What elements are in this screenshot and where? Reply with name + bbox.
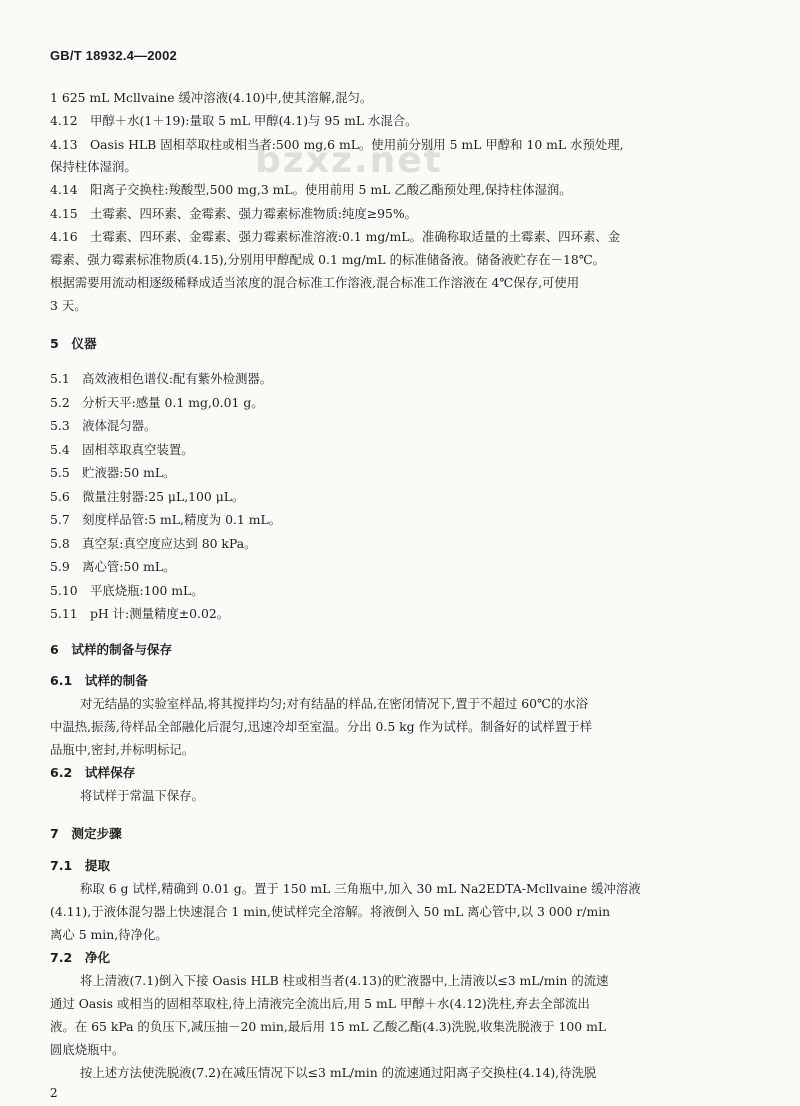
text-line: 5.2 分析天平:感量 0.1 mg,0.01 g。 (50, 395, 264, 410)
text-line: 圆底烧瓶中。 (50, 1042, 125, 1057)
watermark: bzxz.net (255, 140, 443, 181)
text-line: 将试样于常温下保存。 (80, 788, 204, 803)
standard-code-header: GB/T 18932.4—2002 (50, 48, 177, 63)
text-line: 5.7 刻度样品管:5 mL,精度为 0.1 mL。 (50, 512, 282, 527)
text-line: 5.9 离心管:50 mL。 (50, 559, 176, 574)
text-line: 1 625 mL Mcllvaine 缓冲溶液(4.10)中,使其溶解,混匀。 (50, 90, 373, 105)
text-line: 4.14 阳离子交换柱:羧酸型,500 mg,3 mL。使用前用 5 mL 乙酸乙酯预处理,保持柱体湿润。 (50, 182, 572, 197)
text-line: 将上清液(7.1)倒入下接 Oasis HLB 柱或相当者(4.13)的贮液器中,上清液以≤3 mL/min 的流速 (80, 973, 609, 988)
text-line: 5.3 液体混匀器。 (50, 418, 157, 433)
subsection-heading: 7.1 提取 (50, 858, 111, 873)
text-line: 通过 Oasis 或相当的固相萃取柱,待上清液完全流出后,用 5 mL 甲醇＋水(4.12)洗柱,弃去全部流出 (50, 996, 590, 1011)
text-line: 离心 5 min,待净化。 (50, 927, 168, 942)
text-line: 5.1 高效液相色谱仪:配有紫外检测器。 (50, 371, 273, 386)
text-line: 中温热,振荡,待样品全部融化后混匀,迅速冷却至室温。分出 0.5 kg 作为试样。制备好的试样置于样 (50, 719, 593, 734)
text-line: 5.8 真空泵:真空度应达到 80 kPa。 (50, 536, 257, 551)
text-line: 品瓶中,密封,并标明标记。 (50, 742, 195, 757)
text-line: 对无结晶的实验室样品,将其搅拌均匀;对有结晶的样品,在密闭情况下,置于不超过 60℃的水浴 (80, 696, 589, 711)
text-line: 5.10 平底烧瓶:100 mL。 (50, 583, 204, 598)
text-line: 4.16 土霉素、四环素、金霉素、强力霉素标准溶液:0.1 mg/mL。准确称取适量的土霉素、四环素、金 (50, 229, 621, 244)
text-line: 4.15 土霉素、四环素、金霉素、强力霉素标准物质:纯度≥95%。 (50, 206, 418, 221)
subsection-heading: 7.2 净化 (50, 950, 111, 965)
section-heading: 5 仪器 (50, 336, 97, 351)
text-line: 4.12 甲醇＋水(1＋19):量取 5 mL 甲醇(4.1)与 95 mL 水混合。 (50, 113, 418, 128)
text-line: 液。在 65 kPa 的负压下,减压抽－20 min,最后用 15 mL 乙酸乙酯(4.3)洗脱,收集洗脱液于 100 mL (50, 1019, 607, 1034)
text-line: 5.5 贮液器:50 mL。 (50, 465, 176, 480)
text-line: (4.11),于液体混匀器上快速混合 1 min,使试样完全溶解。将液倒入 50 mL 离心管中,以 3 000 r/min (50, 904, 611, 919)
text-line: 3 天。 (50, 298, 87, 313)
section-heading: 7 测定步骤 (50, 826, 122, 841)
section-heading: 6 试样的制备与保存 (50, 642, 173, 657)
text-line: 5.6 微量注射器:25 μL,100 μL。 (50, 489, 245, 504)
text-line: 霉素、强力霉素标准物质(4.15),分别用甲醇配成 0.1 mg/mL 的标准储备液。储备液贮存在－18℃。 (50, 252, 606, 267)
text-line: 按上述方法使洗脱液(7.2)在减压情况下以≤3 mL/min 的流速通过阳离子交换柱(4.14),待洗脱 (80, 1065, 597, 1080)
subsection-heading: 6.2 试样保存 (50, 765, 136, 780)
text-line: 5.11 pH 计:测量精度±0.02。 (50, 606, 230, 621)
text-line: 4.13 Oasis HLB 固相萃取柱或相当者:500 mg,6 mL。使用前分别用 5 mL 甲醇和 10 mL 水预处理, (50, 137, 624, 152)
text-line: 根据需要用流动相逐级稀释成适当浓度的混合标准工作溶液,混合标准工作溶液在 4℃保存,可使用 (50, 275, 580, 290)
text-line: 5.4 固相萃取真空装置。 (50, 442, 194, 457)
page-number: 2 (50, 1086, 58, 1100)
text-line: 保持柱体湿润。 (50, 159, 137, 174)
text-line: 称取 6 g 试样,精确到 0.01 g。置于 150 mL 三角瓶中,加入 30 mL Na2EDTA-Mcllvaine 缓冲溶液 (80, 881, 641, 896)
subsection-heading: 6.1 试样的制备 (50, 673, 148, 688)
